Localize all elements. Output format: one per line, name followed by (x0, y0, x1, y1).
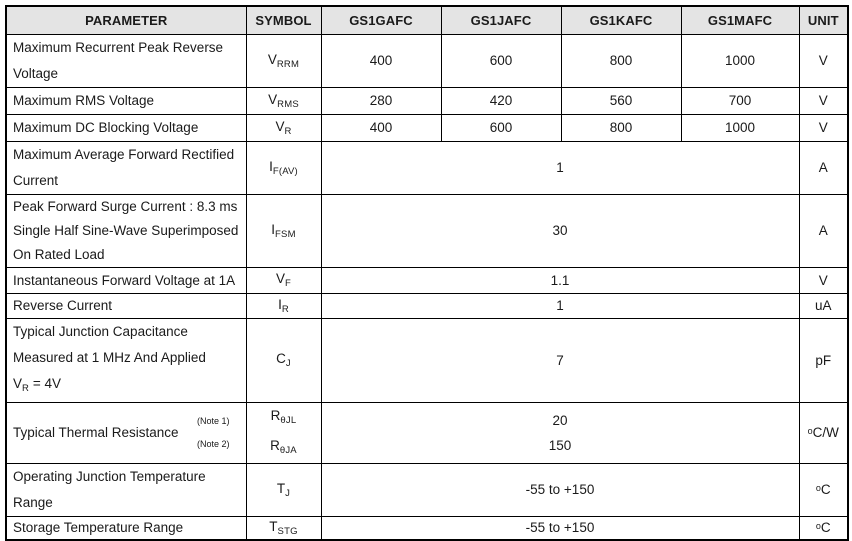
note-references (197, 416, 230, 449)
symbol-subscript: R (281, 303, 289, 315)
unit-text: C (820, 520, 831, 536)
value-cell: 1000 (681, 34, 799, 87)
symbol-subscript: R (284, 125, 292, 137)
symbol-subscript: J (285, 358, 291, 369)
value-cell: 600 (441, 114, 561, 141)
symbol-cell (246, 194, 321, 267)
symbol-base: I (269, 158, 273, 174)
header-gs1mafc: GS1MAFC (681, 6, 799, 34)
symbol-base: V (268, 91, 278, 107)
formula-subscript: R (22, 382, 30, 394)
table-row (6, 463, 848, 516)
symbol-line (247, 403, 321, 433)
param-text: Peak Forward Surge Current : 8.3 ms Single Half Sine-Wave Superimposed On Rated Load (13, 198, 239, 262)
symbol-cell (246, 34, 321, 87)
symbol-cell (246, 463, 321, 516)
symbol-base: V (267, 51, 277, 67)
param-cell: Maximum RMS Voltage (6, 87, 246, 114)
param-text: Operating Junction Temperature Range (13, 468, 206, 510)
table-row (6, 141, 848, 194)
value-cell-merged: 1 (321, 141, 799, 194)
value-cell: 400 (321, 114, 441, 141)
param-text: Typical Junction Capacitance Measured at 1 MHz And Applied (13, 323, 206, 365)
symbol-cell (246, 318, 321, 402)
value-cell-merged: -55 to +150 (321, 516, 799, 540)
value-cell: 560 (561, 87, 681, 114)
header-symbol: SYMBOL (246, 6, 321, 34)
param-text: Typical Thermal Resistance (13, 425, 179, 440)
unit-text: C (820, 482, 831, 497)
symbol-subscript: RRM (276, 58, 300, 70)
param-cell: Reverse Current (6, 293, 246, 318)
value-cell: 1000 (681, 114, 799, 141)
value-cell: 800 (561, 34, 681, 87)
unit-cell: V (799, 34, 848, 87)
degree-symbol: o (815, 521, 821, 532)
param-cell (6, 194, 246, 267)
formula-rest: = 4V (29, 375, 61, 391)
param-cell (6, 463, 246, 516)
symbol-subscript: θJA (279, 444, 297, 456)
header-row (6, 6, 848, 34)
symbol-base: R (270, 437, 280, 453)
value-cell: 280 (321, 87, 441, 114)
symbol-base: C (276, 351, 286, 366)
value-cell: 700 (681, 87, 799, 114)
unit-cell: V (799, 87, 848, 114)
symbol-base: V (275, 271, 285, 286)
param-cell (6, 141, 246, 194)
symbol-cell (246, 516, 321, 540)
header-gs1gafc: GS1GAFC (321, 6, 441, 34)
table-row (6, 293, 848, 318)
unit-cell: V (799, 114, 848, 141)
symbol-cell (246, 293, 321, 318)
symbol-subscript: F (285, 278, 292, 289)
param-formula (13, 371, 244, 402)
value-cell: 600 (441, 34, 561, 87)
unit-cell (799, 516, 848, 540)
value-cell-merged: 7 (321, 318, 799, 402)
value-cell-merged (321, 402, 799, 463)
symbol-subscript: STG (277, 525, 298, 537)
param-cell: Maximum DC Blocking Voltage (6, 114, 246, 141)
table-row (6, 402, 848, 463)
unit-cell (799, 463, 848, 516)
unit-cell: uA (799, 293, 848, 318)
value-cell: 420 (441, 87, 561, 114)
symbol-base: V (275, 118, 285, 134)
table-row (6, 318, 848, 402)
unit-cell: A (799, 141, 848, 194)
symbol-line (247, 433, 321, 463)
header-gs1kafc: GS1KAFC (561, 6, 681, 34)
param-cell: Instantaneous Forward Voltage at 1A (6, 267, 246, 293)
value-cell-merged: -55 to +150 (321, 463, 799, 516)
param-cell (6, 318, 246, 402)
header-gs1jafc: GS1JAFC (441, 6, 561, 34)
symbol-subscript: θJL (280, 414, 297, 426)
symbol-cell (246, 402, 321, 463)
value-cell: 400 (321, 34, 441, 87)
unit-cell: V (799, 267, 848, 293)
param-text: Maximum Average Forward Rectified Current (13, 146, 235, 188)
unit-text: C/W (812, 425, 839, 440)
table-row (6, 114, 848, 141)
header-parameter: PARAMETER (6, 6, 246, 34)
note-1-reference: (Note 1) (196, 416, 230, 426)
symbol-base: T (276, 480, 286, 496)
value-cell-merged: 1 (321, 293, 799, 318)
unit-cell: A (799, 194, 848, 267)
table-row (6, 267, 848, 293)
symbol-base: T (269, 518, 278, 534)
value-cell: 800 (561, 114, 681, 141)
param-cell: Storage Temperature Range (6, 516, 246, 540)
value-cell-merged: 1.1 (321, 267, 799, 293)
header-unit: UNIT (799, 6, 848, 34)
symbol-base: R (270, 407, 281, 423)
symbol-base: I (271, 221, 276, 237)
param-cell (6, 34, 246, 87)
symbol-subscript: RMS (277, 98, 299, 110)
unit-cell: pF (799, 318, 848, 402)
spec-table (5, 5, 849, 541)
degree-symbol: o (815, 483, 821, 493)
value-line: 20 (552, 412, 568, 428)
symbol-subscript: F(AV) (272, 165, 298, 177)
param-cell (6, 402, 246, 463)
symbol-cell (246, 114, 321, 141)
table-row (6, 34, 848, 87)
degree-symbol: o (807, 426, 813, 436)
symbol-cell (246, 87, 321, 114)
symbol-cell (246, 267, 321, 293)
symbol-subscript: FSM (275, 228, 296, 240)
symbol-cell (246, 141, 321, 194)
value-cell-merged: 30 (321, 194, 799, 267)
symbol-base: I (278, 296, 282, 312)
symbol-subscript: J (285, 487, 291, 499)
note-2-reference: (Note 2) (196, 439, 230, 449)
formula-base: V (13, 375, 23, 391)
value-line: 150 (548, 437, 572, 453)
table-row (6, 516, 848, 540)
table-row (6, 87, 848, 114)
table-row (6, 194, 848, 267)
unit-cell (799, 402, 848, 463)
param-text: Maximum Recurrent Peak Reverse Voltage (13, 39, 224, 81)
